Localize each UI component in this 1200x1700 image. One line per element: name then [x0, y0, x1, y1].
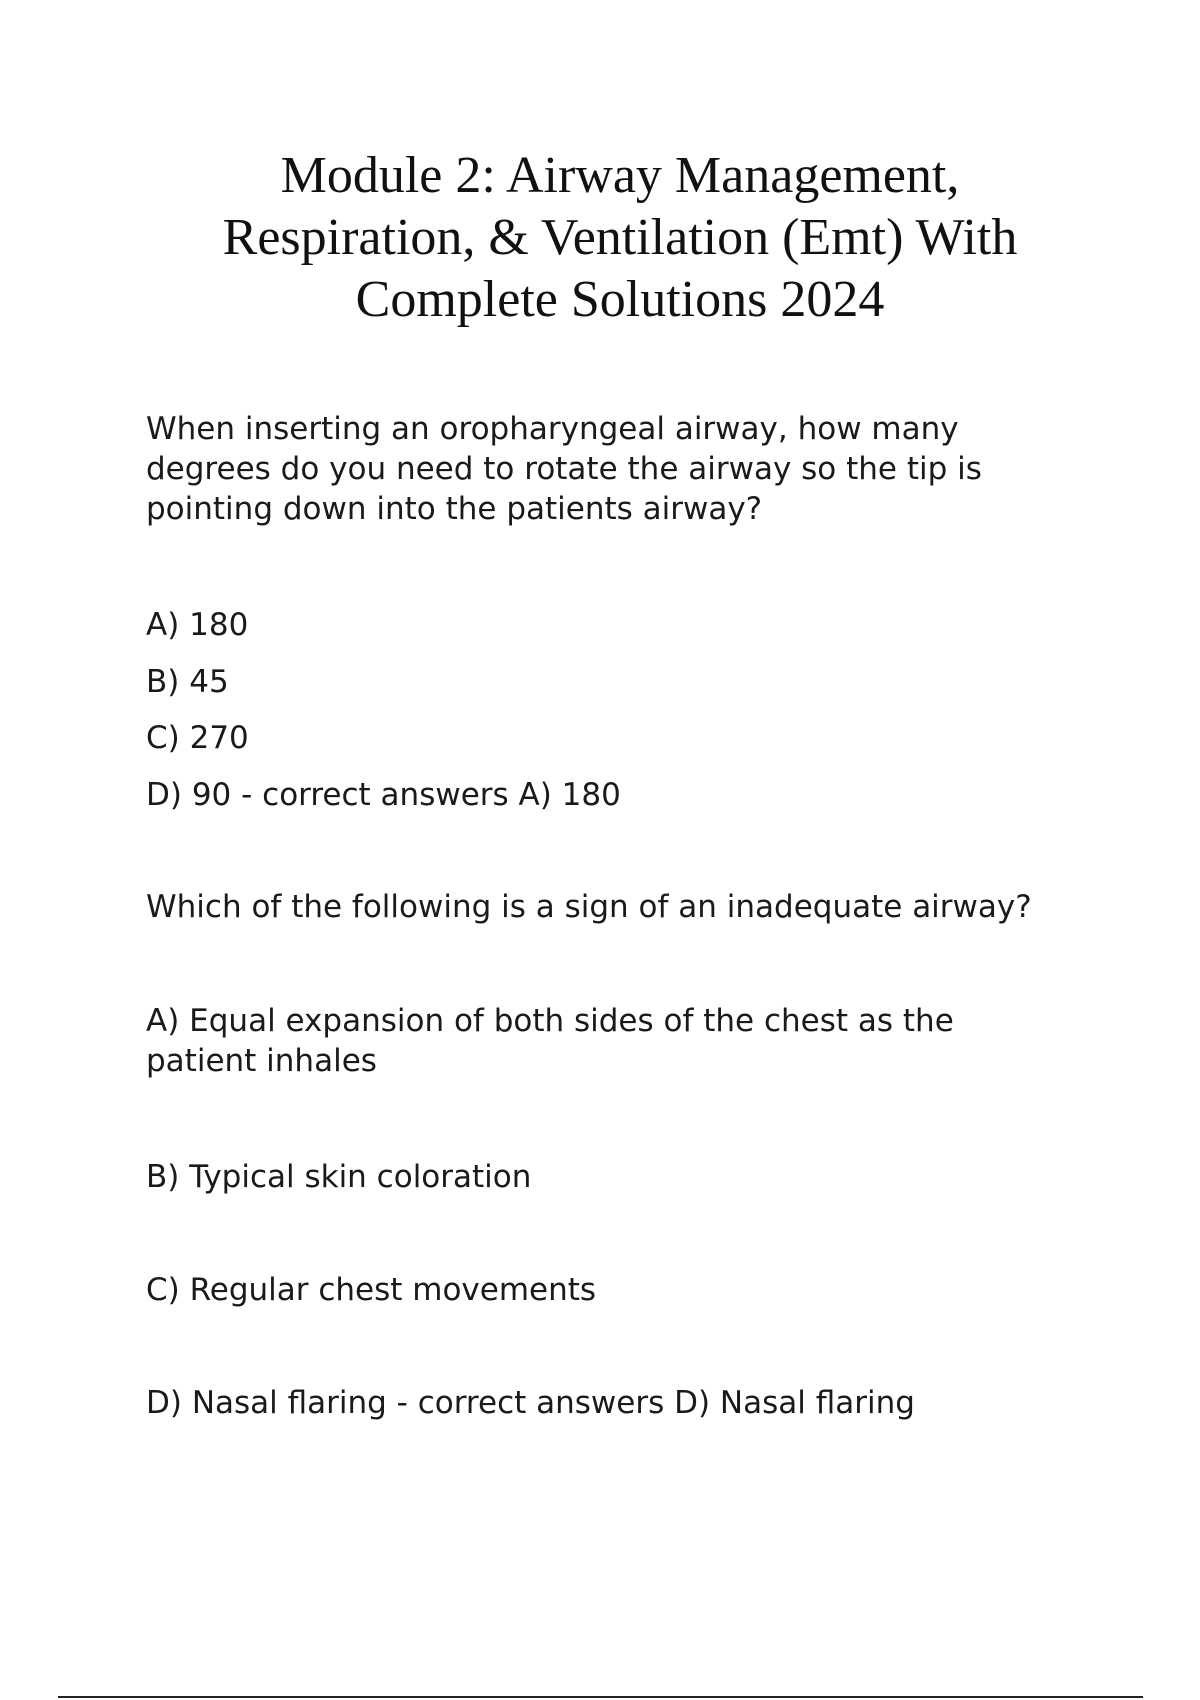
question-2-prompt [146, 887, 1086, 927]
question-1-line-1: When inserting an oropharyngeal airway, how many [146, 411, 959, 447]
title-line-3: Complete Solutions 2024 [355, 271, 885, 328]
question-2-option-b-line-1: B) Typical skin coloration [146, 1159, 532, 1195]
question-2-option-d-line-1: D) Nasal flaring - correct answers D) Nasal flaring [146, 1385, 915, 1421]
question-2-option-b [146, 1157, 1086, 1197]
question-2-option-a-line-1: A) Equal expansion of both sides of the chest as the [146, 1003, 954, 1039]
question-2-option-c-line-1: C) Regular chest movements [146, 1272, 597, 1308]
question-2-option-c [146, 1270, 1086, 1310]
question-2-option-a-line-2: patient inhales [146, 1043, 377, 1079]
question-1-option-b: B) 45 [146, 664, 229, 700]
question-2-option-d [146, 1383, 1086, 1423]
question-2-option-a [146, 1001, 1086, 1081]
question-1-prompt [146, 409, 1086, 529]
question-1-option-a: A) 180 [146, 607, 249, 643]
question-1-option-c: C) 270 [146, 720, 249, 756]
question-1-option-d: D) 90 - correct answers A) 180 [146, 777, 621, 813]
question-1-line-2: degrees do you need to rotate the airway so the tip is [146, 451, 982, 487]
page-title [140, 145, 1100, 331]
title-line-2: Respiration, & Ventilation (Emt) With [222, 209, 1018, 266]
footer-divider [58, 1696, 1143, 1698]
question-2-line-1: Which of the following is a sign of an inadequate airway? [146, 889, 1032, 925]
question-1-line-3: pointing down into the patients airway? [146, 491, 763, 527]
title-line-1: Module 2: Airway Management, [280, 147, 960, 204]
